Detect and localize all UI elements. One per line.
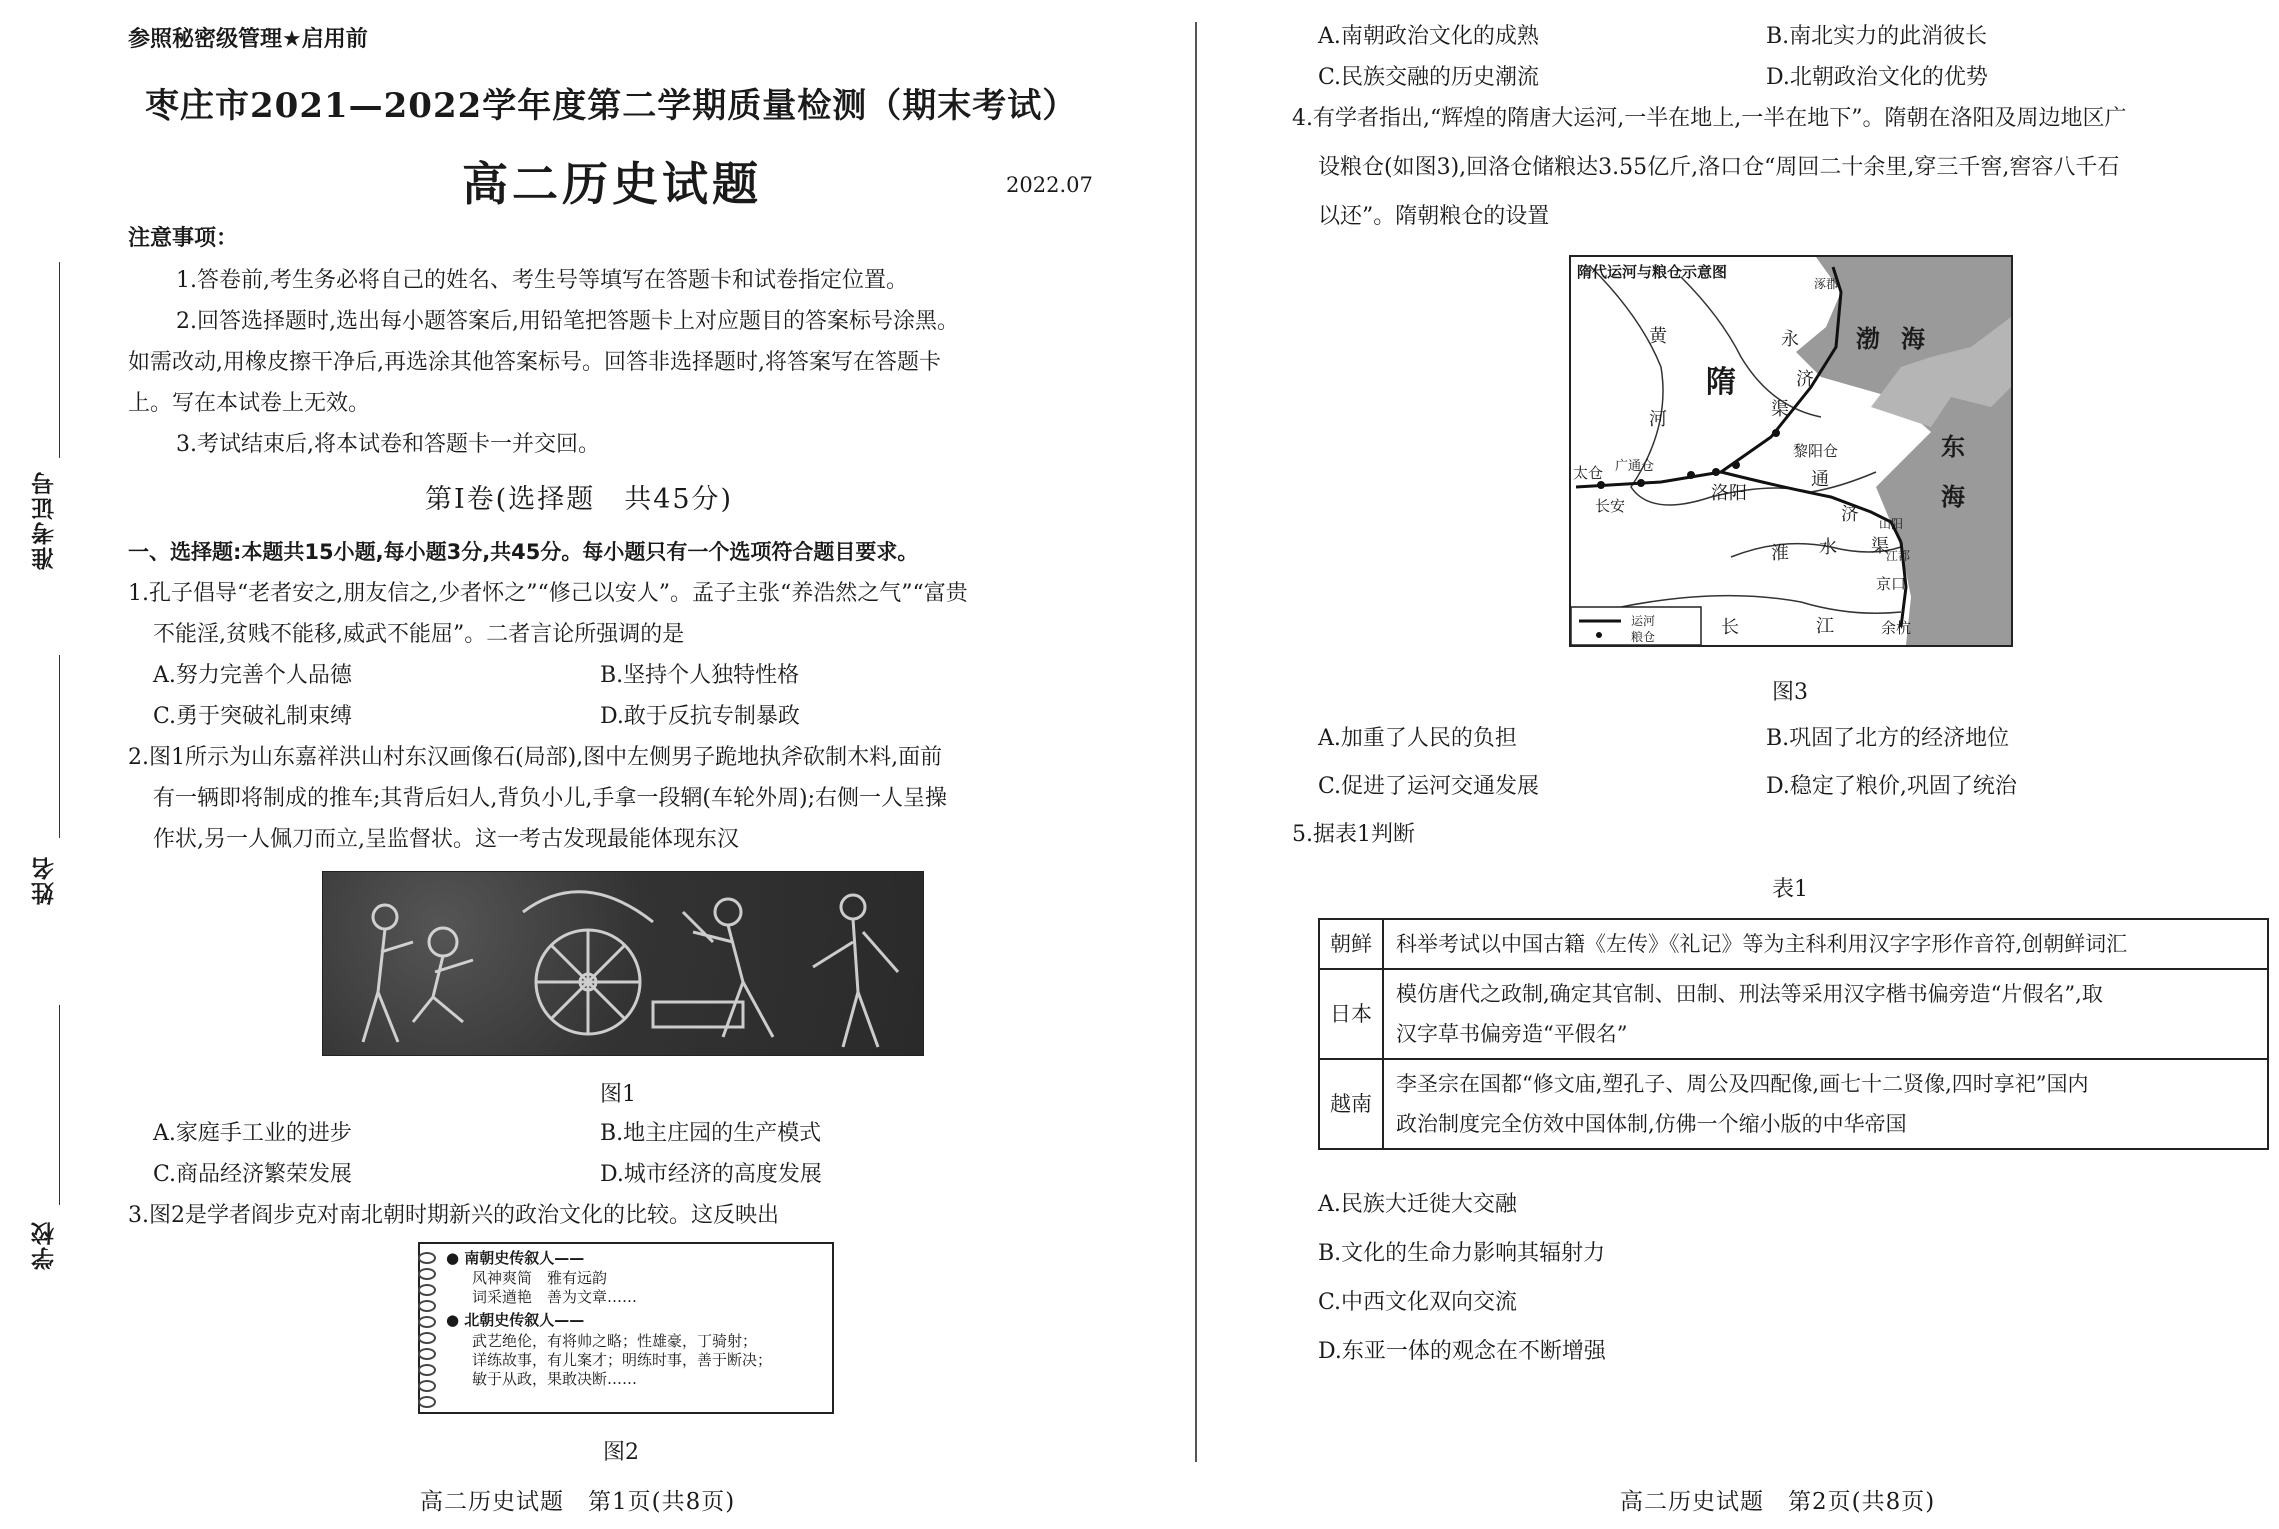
q2-option-c[interactable]: C.商品经济繁荣发展: [153, 1162, 353, 1187]
table-cell-content: [1383, 969, 2268, 1059]
spiral-ring: [418, 1284, 436, 1296]
map-label-shanyang: 山阳: [1879, 517, 1904, 531]
note-line: 2.回答选择题时,选出每小题答案后,用铅笔把答题卡上对应题目的答案标号涂黑。: [176, 309, 959, 334]
exam-number-label: 准考证号: [32, 470, 58, 570]
south-heading: ● 南朝史传叙人——: [446, 1249, 585, 1267]
q3-option-d[interactable]: D.北朝政治文化的优势: [1766, 65, 1988, 90]
q5-option-b[interactable]: B.文化的生命力影响其辐射力: [1318, 1241, 1606, 1266]
table-cell-line: 政治制度完全仿效中国体制,仿佛一个缩小版的中华帝国: [1396, 1112, 1907, 1136]
legend-canal: 运河: [1631, 614, 1656, 628]
north-line: 敏于从政，果敢决断……: [472, 1370, 638, 1388]
exam-date: 2022.07: [1006, 173, 1093, 197]
table-cell-content: [1383, 1059, 2268, 1149]
map-label-liyang: 黎阳仓: [1793, 442, 1839, 460]
map-label-qu: 渠: [1771, 399, 1789, 420]
map-label-huai: 淮: [1771, 543, 1789, 564]
section-title: 第Ⅰ卷(选择题 共45分): [425, 484, 734, 515]
notes-heading: 注意事项：: [128, 226, 239, 251]
binding-line: [59, 655, 60, 838]
map-label-qu2: 渠: [1871, 536, 1889, 557]
q5-option-c[interactable]: C.中西文化双向交流: [1318, 1290, 1518, 1315]
q5-option-a[interactable]: A.民族大迁徙大交融: [1318, 1192, 1517, 1217]
question-1-stem: 1.孔子倡导“老者安之,朋友信之,少者怀之”“修己以安人”。孟子主张“养浩然之气”“富贵: [128, 581, 968, 606]
q2-option-d[interactable]: D.城市经济的高度发展: [600, 1162, 822, 1187]
map-label-jiang: 江: [1816, 616, 1834, 637]
table-cell-line: 汉字草书偏旁造“平假名”: [1396, 1022, 1628, 1046]
q5-option-d[interactable]: D.东亚一体的观念在不断增强: [1318, 1339, 1606, 1364]
q2-option-b[interactable]: B.地主庄园的生产模式: [600, 1121, 822, 1146]
page-2-footer: 高二历史试题 第2页(共8页): [1620, 1489, 1936, 1515]
question-3-stem: 3.图2是学者阎步克对南北朝时期新兴的政治文化的比较。这反映出: [128, 1203, 779, 1228]
q3-option-a[interactable]: A.南朝政治文化的成熟: [1318, 24, 1539, 49]
q1-option-d[interactable]: D.敢于反抗专制暴政: [600, 704, 800, 729]
question-4-stem: 设粮仓(如图3),回洛仓储粮达3.55亿斤,洛口仓“周回二十余里,穿三千窖,窖容八千石: [1318, 155, 2120, 180]
map-label-ji: 济: [1796, 369, 1814, 390]
map-label-taicang: 太仓: [1573, 464, 1604, 482]
table-row: [1319, 1059, 2268, 1149]
q4-option-c[interactable]: C.促进了运河交通发展: [1318, 774, 1540, 799]
question-2-stem: 有一辆即将制成的推车;其背后妇人,背负小儿,手拿一段辋(车轮外周);右侧一人呈操: [153, 786, 947, 811]
q2-option-a[interactable]: A.家庭手工业的进步: [153, 1121, 352, 1146]
map-label-yuhang: 余杭: [1881, 619, 1912, 637]
map-label-ji2: 济: [1841, 504, 1859, 525]
map-label-shui: 水: [1819, 537, 1837, 558]
q1-option-a[interactable]: A.努力完善个人品德: [153, 663, 352, 688]
spiral-ring: [418, 1380, 436, 1392]
notebook-figure: [418, 1242, 834, 1414]
q1-option-b[interactable]: B.坚持个人独特性格: [600, 663, 800, 688]
table-cell-country: 朝鲜: [1319, 919, 1383, 969]
spiral-ring: [418, 1396, 436, 1408]
south-line: 词采遒艳 善为文章……: [472, 1288, 638, 1306]
figure-3-caption: 图3: [1772, 680, 1808, 705]
section-instruction: 一、选择题:本题共15小题,每小题3分,共45分。每小题只有一个选项符合题目要求。: [128, 540, 919, 564]
north-heading: ● 北朝史传叙人——: [446, 1311, 585, 1329]
figure-1-caption: 图1: [600, 1082, 636, 1107]
table-cell-line: 模仿唐代之政制,确定其官制、田制、刑法等采用汉字楷书偏旁造“片假名”,取: [1396, 982, 2103, 1006]
q4-option-a[interactable]: A.加重了人民的负担: [1318, 726, 1517, 751]
north-line: 详练故事，有儿案才；明练时事，善于断决；: [472, 1351, 773, 1369]
question-1-stem: 不能淫,贫贱不能移,威武不能屈”。二者言论所强调的是: [153, 622, 685, 647]
map-label-huang: 黄: [1649, 326, 1667, 347]
map-label-tong: 通: [1811, 469, 1829, 490]
q1-option-c[interactable]: C.勇于突破礼制束缚: [153, 704, 353, 729]
table-cell-country: 日本: [1319, 969, 1383, 1059]
figure-2-caption: 图2: [603, 1440, 639, 1465]
q3-option-c[interactable]: C.民族交融的历史潮流: [1318, 65, 1540, 90]
canal-granary-map: [1569, 255, 2013, 647]
exam-title: 枣庄市2021—2022学年度第二学期质量检测（期末考试）: [145, 86, 1078, 126]
map-label-luoyang: 洛阳: [1711, 483, 1747, 504]
page-1-footer: 高二历史试题 第1页(共8页): [420, 1489, 736, 1515]
map-label-yong: 永: [1781, 329, 1799, 350]
map-label-jiangdu: 江都: [1886, 549, 1911, 563]
map-label-bohai: 海: [1901, 325, 1925, 353]
note-line: 3.考试结束后,将本试卷和答题卡一并交回。: [176, 432, 600, 457]
table-row: [1319, 969, 2268, 1059]
table-cell-line: 李圣宗在国都“修文庙,塑孔子、周公及四配像,画七十二贤像,四时享祀”国内: [1396, 1072, 2089, 1096]
map-label-chang: 长: [1721, 617, 1739, 638]
south-line: 风神爽简 雅有远韵: [472, 1269, 608, 1287]
map-label-bohai: 渤: [1856, 325, 1880, 353]
map-title: 隋代运河与粮仓示意图: [1577, 263, 1728, 281]
q3-option-b[interactable]: B.南北实力的此消彼长: [1766, 24, 1988, 49]
question-2-stem: 作状,另一人佩刀而立,呈监督状。这一考古发现最能体现东汉: [153, 827, 739, 852]
question-2-stem: 2.图1所示为山东嘉祥洪山村东汉画像石(局部),图中左侧男子跪地执斧砍制木料,面前: [128, 745, 943, 770]
binding-line: [59, 1005, 60, 1205]
school-label: 学校: [32, 1220, 58, 1270]
spiral-ring: [418, 1316, 436, 1328]
map-label-donghai: 东: [1941, 433, 1965, 461]
spiral-ring: [418, 1268, 436, 1280]
q4-option-d[interactable]: D.稳定了粮价,巩固了统治: [1766, 774, 2017, 799]
legend-granary: 粮仓: [1631, 630, 1656, 644]
page-divider: [1195, 22, 1197, 1462]
map-label-zhuojun: 涿郡: [1814, 277, 1839, 291]
stone-relief-image: [322, 871, 924, 1056]
table-1-caption: 表1: [1772, 877, 1808, 902]
map-label-changan: 长安: [1595, 497, 1626, 515]
table-1: [1318, 918, 2269, 1150]
binding-line: [59, 262, 60, 458]
exam-subtitle: 高二历史试题: [462, 157, 762, 211]
question-4-stem: 4.有学者指出,“辉煌的隋唐大运河,一半在地上,一半在地下”。隋朝在洛阳及周边地区广: [1292, 106, 2127, 131]
spiral-ring: [418, 1348, 436, 1360]
note-line: 上。写在本试卷上无效。: [128, 391, 371, 416]
note-line: 如需改动,用橡皮擦干净后,再选涂其他答案标号。回答非选择题时,将答案写在答题卡: [128, 350, 941, 375]
spiral-ring: [418, 1332, 436, 1344]
question-5-stem: 5.据表1判断: [1292, 822, 1415, 847]
table-cell-content: [1383, 919, 2268, 969]
spiral-ring: [418, 1364, 436, 1376]
table-cell-country: 越南: [1319, 1059, 1383, 1149]
name-label: 姓名: [32, 855, 58, 905]
question-4-stem: 以还”。隋朝粮仓的设置: [1318, 204, 1550, 229]
map-label-donghai: 海: [1941, 483, 1965, 511]
map-label-he: 河: [1649, 409, 1667, 430]
spiral-ring: [418, 1300, 436, 1312]
secret-level-label: 参照秘密级管理★启用前: [128, 27, 368, 52]
north-line: 武艺绝伦，有将帅之略；性雄豪，丁骑射；: [472, 1332, 758, 1350]
map-label-sui: 隋: [1706, 365, 1736, 400]
map-label-guangtong: 广通仓: [1615, 459, 1655, 474]
q4-option-b[interactable]: B.巩固了北方的经济地位: [1766, 726, 2010, 751]
table-cell-line: 科举考试以中国古籍《左传》《礼记》等为主科利用汉字字形作音符,创朝鲜词汇: [1396, 932, 2128, 956]
map-label-jingkou: 京口: [1876, 575, 1907, 593]
note-line: 1.答卷前,考生务必将自己的姓名、考生号等填写在答题卡和试卷指定位置。: [176, 268, 908, 293]
spiral-ring: [418, 1252, 436, 1264]
table-row: [1319, 919, 2268, 969]
